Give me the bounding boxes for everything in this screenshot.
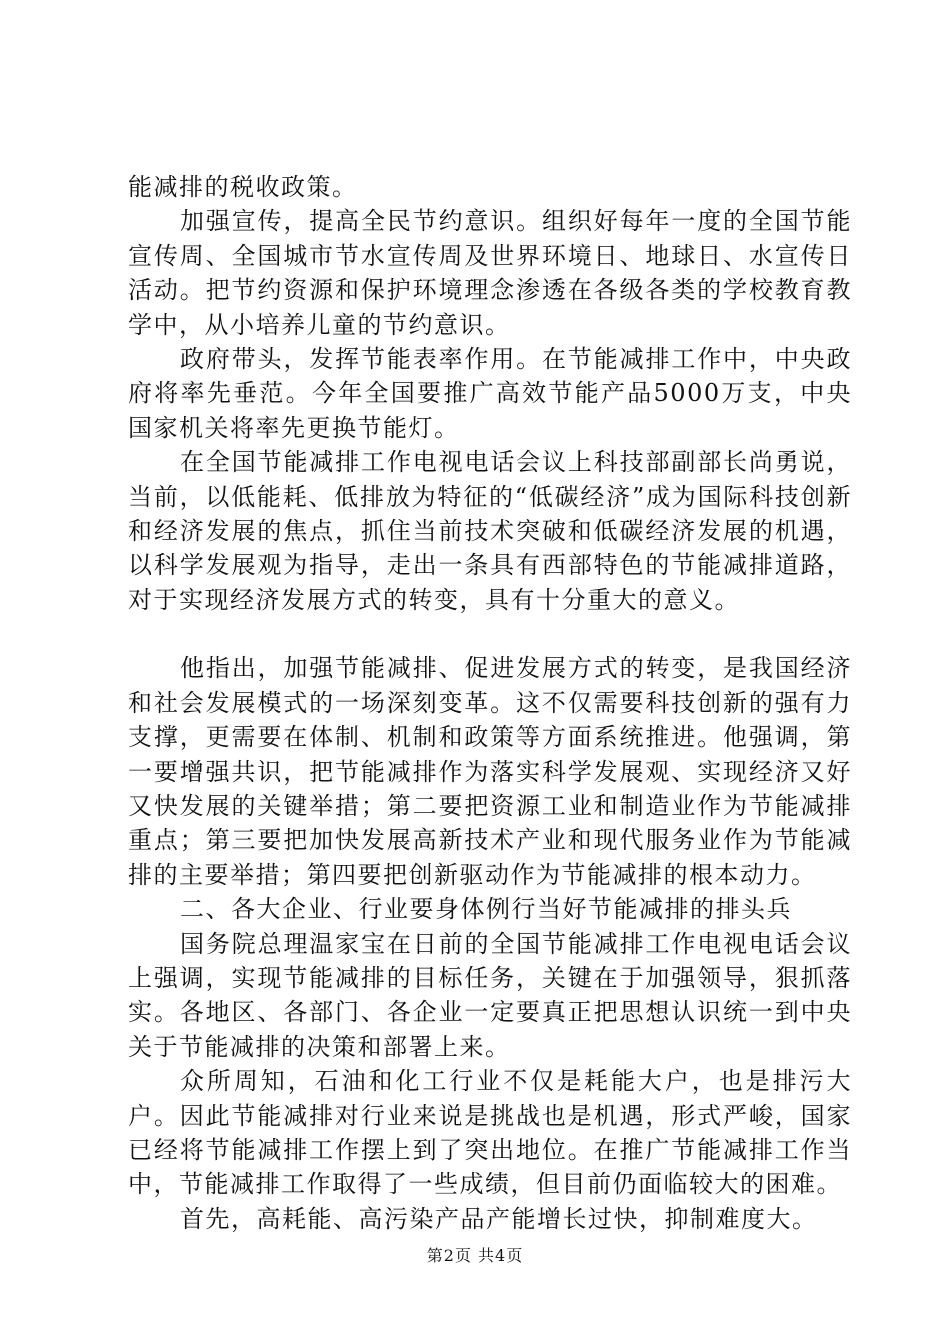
page-number-footer: 第2页 共4页: [426, 1246, 524, 1265]
paragraph-first-point: 首先，高耗能、高污染产品产能增长过快，抑制难度大。: [180, 1204, 818, 1233]
paragraph-conference-speech: 在全国节能减排工作电视电话会议上科技部副部长尚勇说，当前，以低能耗、低排放为特征的“低碳经济”成为国际科技创新和经济发展的焦点，抓住当前技术突破和低碳经济发展的机遇，以科学发展观为指导，走出一条具有西部特色的节能减排道路，对于实现经济发展方式的转变，具有十分重大的意义。: [128, 448, 852, 614]
document-body: [128, 170, 852, 1236]
paragraph-publicity: 加强宣传，提高全民节约意识。组织好每年一度的全国节能宣传周、全国城市节水宣传周及世界环境日、地球日、水宣传日活动。把节约资源和保护环境理念渗透在各级各类的学校教育教学中，从小培养儿童的节约意识。: [128, 207, 852, 339]
paragraph-he-pointed-out: 他指出，加强节能减排、促进发展方式的转变，是我国经济和社会发展模式的一场深刻变革。这不仅需要科技创新的强有力支撑，更需要在体制、机制和政策等方面系统推进。他强调，第一要增强共识，把节能减排作为落实科学发展观、实现经济又好又快发展的关键举措；第二要把资源工业和制造业作为节能减排重点；第三要把加快发展高新技术产业和现代服务业作为节能减排的主要举措；第四要把创新驱动作为节能减排的根本动力。: [128, 654, 852, 889]
paragraph-premier-speech: 国务院总理温家宝在日前的全国节能减排工作电视电话会议上强调，实现节能减排的目标任务，关键在于加强领导，狠抓落实。各地区、各部门、各企业一定要真正把思想认识统一到中央关于节能减排的决策和部署上来。: [128, 929, 852, 1061]
paragraph-continuation: 能减排的税收政策。: [128, 173, 358, 201]
paragraph-petrochemical: 众所周知，石油和化工行业不仅是耗能大户，也是排污大户。因此节能减排对行业来说是挑战也是机遇，形式严峻，国家已经将节能减排工作摆上到了突出地位。在推广节能减排工作当中，节能减排工作取得了一些成绩，但目前仍面临较大的困难。: [128, 1067, 852, 1199]
paragraph-government-lead: 政府带头，发挥节能表率作用。在节能减排工作中，中央政府将率先垂范。今年全国要推广高效节能产品5000万支，中央国家机关将率先更换节能灯。: [128, 345, 852, 442]
section-heading: 二、各大企业、行业要身体例行当好节能减排的排头兵: [180, 895, 792, 924]
